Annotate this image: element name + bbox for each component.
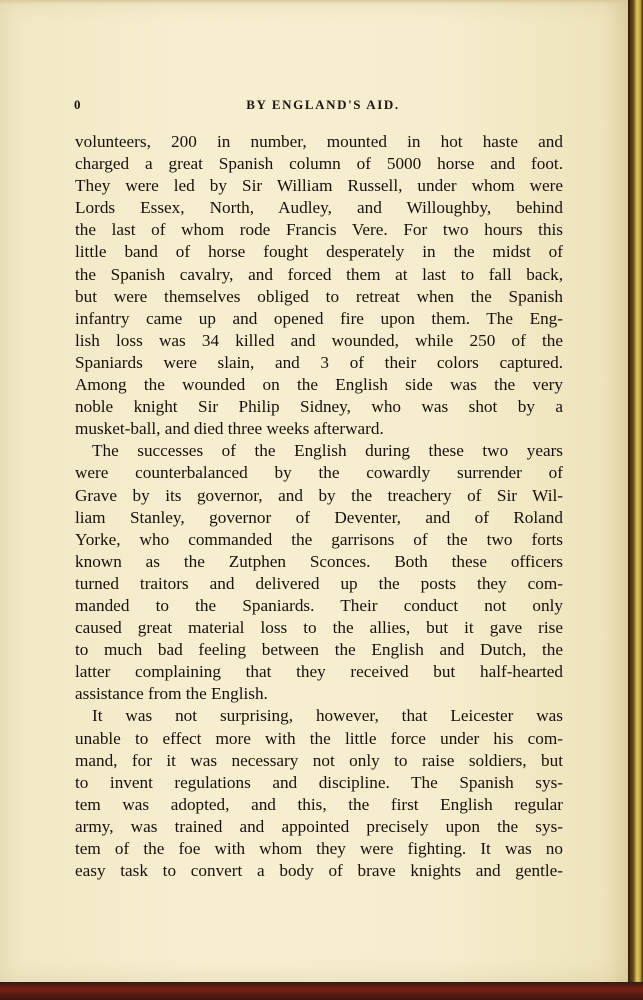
book-bottom-edge: [0, 982, 643, 1000]
text-line: the Spanish cavalry, and forced them at last to fall back,: [75, 264, 563, 284]
text-line: noble knight Sir Philip Sidney, who was shot by a: [75, 397, 563, 417]
text-line: liam Stanley, governor of Deventer, and of Roland: [75, 507, 563, 527]
text-line: Yorke, who commanded the garrisons of the two forts: [75, 529, 563, 549]
page-header: [74, 97, 560, 117]
text-line: Among the wounded on the English side was the very: [75, 375, 563, 395]
text-line: latter complaining that they received but half-hearted: [75, 662, 563, 682]
running-head: BY ENGLAND'S AID.: [246, 97, 400, 112]
text-line: lish loss was 34 killed and wounded, while 250 of the: [75, 330, 563, 350]
text-line: easy task to convert a body of brave knights and gentle-: [75, 861, 563, 881]
text-line: volunteers, 200 in number, mounted in hot haste and: [75, 132, 563, 151]
text-line: tem of the foe with whom they were fighting. It was no: [75, 839, 563, 858]
text-line: tem was adopted, and this, the first English regular: [75, 794, 563, 814]
book-binding-edge: [628, 0, 643, 1000]
text-line: known as the Zutphen Sconces. Both these officers: [75, 551, 563, 571]
text-line: charged a great Spanish column of 5000 horse and foot.: [75, 154, 563, 174]
text-line: the last of whom rode Francis Vere. For two hours this: [75, 220, 563, 240]
body-text: [75, 131, 563, 882]
text-line: Spaniards were slain, and 3 of their colors captured.: [75, 352, 563, 372]
text-line: assistance from the English.: [75, 684, 268, 704]
text-line: mand, for it was necessary not only to raise soldiers, but: [75, 750, 563, 770]
text-line: army, was trained and appointed precisely upon the sys-: [75, 816, 563, 836]
text-line: infantry came up and opened fire upon them. The Eng-: [75, 308, 563, 328]
text-line: musket-ball, and died three weeks afterward.: [75, 419, 384, 439]
text-line: Grave by its governor, and by the treachery of Sir Wil-: [75, 485, 563, 505]
text-line: They were led by Sir William Russell, under whom were: [75, 176, 563, 196]
text-line: to much bad feeling between the English and Dutch, the: [75, 640, 563, 660]
text-line: The successes of the English during these two years: [92, 441, 563, 461]
text-line: were counterbalanced by the cowardly surrender of: [75, 463, 563, 483]
page-top-edge: [0, 0, 628, 4]
text-line: but were themselves obliged to retreat when the Spanish: [75, 286, 563, 306]
text-line: manded to the Spaniards. Their conduct not only: [75, 595, 563, 615]
text-line: Lords Essex, North, Audley, and Willoughby, behind: [75, 198, 563, 218]
text-line: turned traitors and delivered up the posts they com-: [75, 573, 563, 593]
text-line: to invent regulations and discipline. The Spanish sys-: [75, 772, 563, 792]
text-line: caused great material loss to the allies, but it gave rise: [75, 618, 563, 638]
page-number: 0: [74, 97, 83, 112]
text-line: unable to effect more with the little force under his com-: [75, 728, 563, 748]
text-line: little band of horse fought desperately in the midst of: [75, 242, 563, 262]
text-line: It was not surprising, however, that Leicester was: [92, 706, 563, 726]
